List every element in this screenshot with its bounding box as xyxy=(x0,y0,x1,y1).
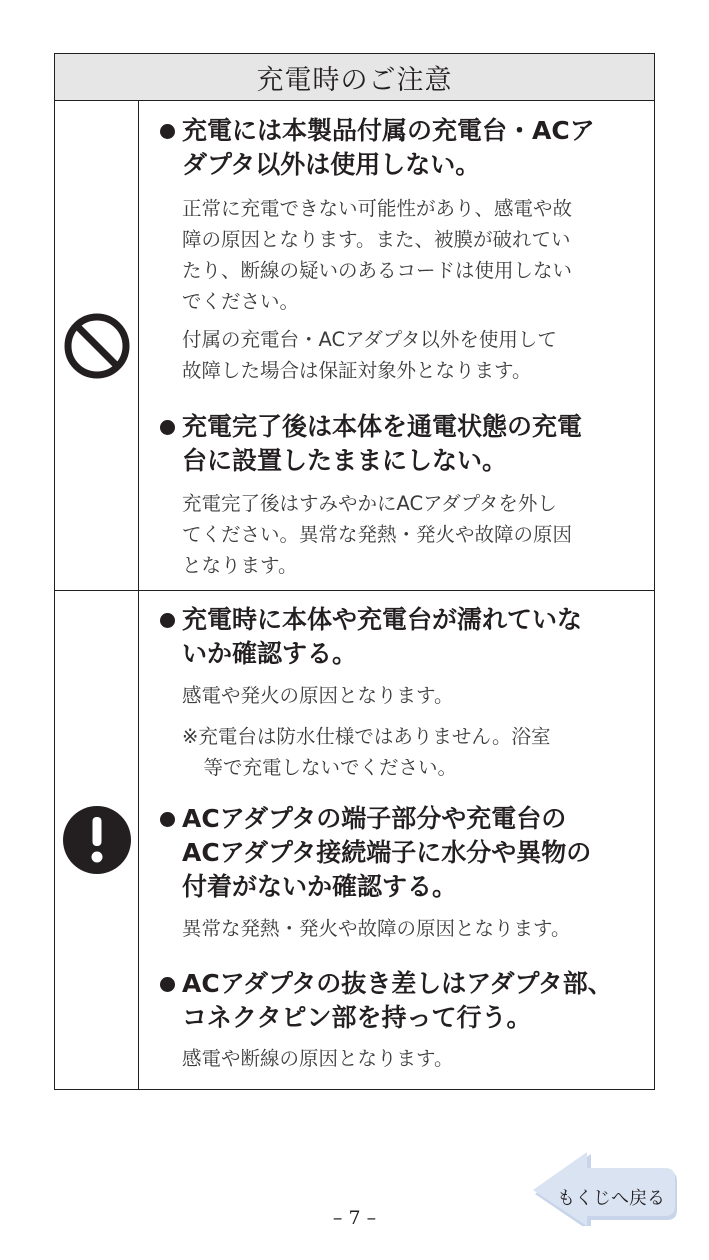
caution-description xyxy=(182,324,620,386)
caution-heading xyxy=(160,802,615,904)
desc-line: 付属の充電台・ACアダプタ以外を使用して xyxy=(182,328,557,351)
caution-note xyxy=(182,721,641,783)
desc-line: 障の原因となります。また、被膜が破れてい xyxy=(182,228,571,251)
mandatory-section xyxy=(55,591,654,1089)
caution-heading xyxy=(160,410,615,478)
desc-line: 感電や発火の原因となります。 xyxy=(182,684,454,707)
heading-line: いか確認する。 xyxy=(182,639,358,668)
caution-description xyxy=(182,913,620,944)
table-title-text: 充電時のご注意 xyxy=(256,64,453,96)
heading-line: ACアダプタ接続端子に水分や異物の xyxy=(182,838,592,867)
note-line: ※充電台は防水仕様ではありません。浴室 xyxy=(182,725,551,748)
heading-line: 充電時に本体や充電台が濡れていな xyxy=(182,605,583,634)
heading-line: ダプタ以外は使用しない。 xyxy=(182,150,481,179)
caution-heading xyxy=(160,967,615,1035)
heading-line: 台に設置したままにしない。 xyxy=(182,446,508,475)
page-number: – 7 – xyxy=(332,1207,377,1229)
back-to-contents-label: もくじへ戻る xyxy=(557,1188,665,1209)
caution-description xyxy=(182,193,620,317)
bullet-icon xyxy=(160,124,175,139)
desc-line: 感電や断線の原因となります。 xyxy=(182,1047,454,1070)
bullet-icon xyxy=(160,420,175,435)
heading-line: ACアダプタの端子部分や充電台の xyxy=(182,804,567,833)
heading-line: ACアダプタの抜き差しはアダプタ部、 xyxy=(182,969,613,998)
bullet-icon xyxy=(160,977,175,992)
caution-description xyxy=(182,488,620,581)
desc-line: たり、断線の疑いのあるコードは使用しない xyxy=(182,259,573,282)
prohibited-icon xyxy=(62,311,132,381)
exclamation-icon xyxy=(62,805,132,875)
desc-line: 故障した場合は保証対象外となります。 xyxy=(182,359,532,382)
heading-line: 充電完了後は本体を通電状態の充電 xyxy=(182,412,583,441)
caution-description xyxy=(182,680,620,711)
prohibited-section xyxy=(55,101,654,591)
table-title xyxy=(55,54,654,101)
desc-line: 異常な発熱・発火や故障の原因となります。 xyxy=(182,917,571,940)
desc-line: 充電完了後はすみやかにACアダプタを外し xyxy=(182,492,557,515)
desc-line: 正常に充電できない可能性があり、感電や故 xyxy=(182,197,573,220)
mandatory-content xyxy=(139,591,654,1089)
heading-line: 付着がないか確認する。 xyxy=(182,872,458,901)
desc-line: でください。 xyxy=(182,290,300,313)
bullet-icon xyxy=(160,812,175,827)
caution-heading xyxy=(160,603,615,671)
bullet-icon xyxy=(160,613,175,628)
desc-line: となります。 xyxy=(182,554,298,577)
desc-line: てください。異常な発熱・発火や故障の原因 xyxy=(182,523,573,546)
prohibited-content xyxy=(139,101,654,590)
caution-table xyxy=(54,53,655,1090)
heading-line: コネクタピン部を持って行う。 xyxy=(182,1003,532,1032)
note-line: 等で充電しないでください。 xyxy=(203,756,457,779)
caution-description xyxy=(182,1043,620,1074)
heading-line: 充電には本製品付属の充電台・ACア xyxy=(182,116,595,145)
caution-heading xyxy=(160,114,615,182)
exclamation-icon-cell xyxy=(55,591,139,1089)
prohibited-icon-cell xyxy=(55,101,139,590)
